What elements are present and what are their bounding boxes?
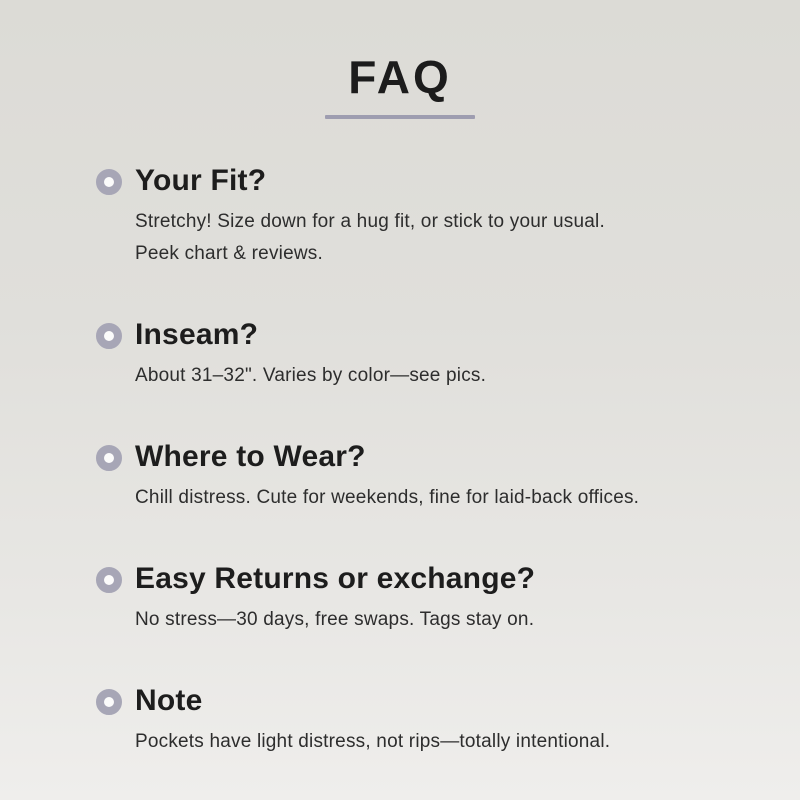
page-title: FAQ — [348, 51, 452, 103]
faq-list — [96, 163, 744, 758]
faq-answer — [135, 482, 744, 514]
faq-content — [135, 439, 744, 514]
faq-content — [135, 317, 744, 392]
faq-answer-line: Peek chart & reviews. — [135, 242, 323, 264]
faq-item-fit — [96, 163, 744, 270]
title-block — [56, 52, 744, 119]
faq-item-where-to-wear — [96, 439, 744, 514]
faq-answer — [135, 360, 744, 392]
faq-answer-line: No stress—30 days, free swaps. Tags stay on. — [135, 608, 535, 630]
faq-item-inseam — [96, 317, 744, 392]
faq-answer-line: Stretchy! Size down for a hug fit, or stick to your usual. — [135, 210, 605, 232]
faq-question: Where to Wear? — [135, 439, 366, 473]
ring-bullet-icon — [96, 323, 122, 349]
ring-bullet-icon — [96, 567, 122, 593]
ring-bullet-icon — [96, 169, 122, 195]
faq-question: Inseam? — [135, 317, 259, 351]
faq-answer — [135, 604, 744, 636]
ring-bullet-icon — [96, 689, 122, 715]
faq-question: Your Fit? — [135, 163, 267, 197]
faq-question: Easy Returns or exchange? — [135, 561, 536, 595]
faq-answer-line: About 31–32". Varies by color—see pics. — [135, 364, 487, 386]
faq-item-note — [96, 683, 744, 758]
faq-content — [135, 683, 744, 758]
title-underline — [325, 115, 475, 119]
faq-question: Note — [135, 683, 203, 717]
faq-content — [135, 163, 744, 270]
faq-answer — [135, 726, 744, 758]
faq-item-returns — [96, 561, 744, 636]
faq-answer — [135, 206, 744, 270]
ring-bullet-icon — [96, 445, 122, 471]
faq-answer-line: Pockets have light distress, not rips—totally intentional. — [135, 730, 611, 752]
faq-content — [135, 561, 744, 636]
faq-answer-line: Chill distress. Cute for weekends, fine for laid-back offices. — [135, 486, 640, 508]
